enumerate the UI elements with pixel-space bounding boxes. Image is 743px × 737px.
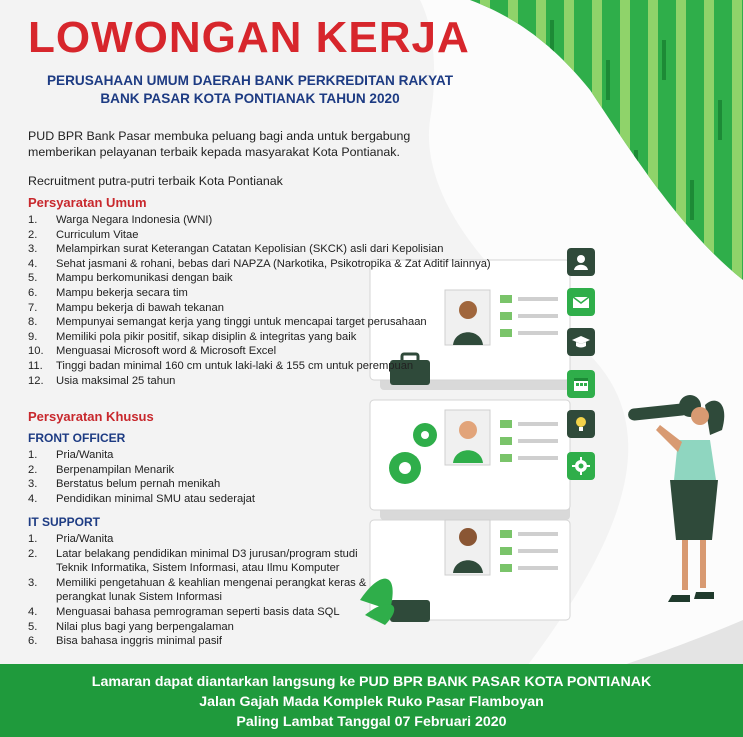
list-item-text: Pendidikan minimal SMU atau sederajat (56, 492, 255, 505)
subheading-it-support: IT SUPPORT (28, 515, 101, 529)
user-icon (567, 248, 595, 276)
list-item-text: Nilai plus bagi yang berpengalaman (56, 620, 234, 633)
list-item (28, 448, 388, 463)
list-item-text: Usia maksimal 25 tahun (56, 374, 176, 387)
mail-icon (567, 288, 595, 316)
list-item-number: 1. (28, 533, 38, 545)
footer-banner (0, 664, 743, 737)
list-item (28, 634, 388, 649)
list-item-number: 9. (28, 330, 38, 343)
list-item-text: Menguasai bahasa pemrograman seperti basis data SQL (56, 605, 340, 618)
list-item (28, 301, 528, 316)
list-item (28, 620, 388, 635)
company-subtitle (30, 72, 470, 108)
intro-text (28, 128, 458, 189)
list-item (28, 359, 528, 374)
list-item-number: 8. (28, 316, 38, 329)
list-item-text: Memiliki pengetahuan & keahlian mengenai perangkat keras & perangkat lunak Sistem Informasi (56, 576, 367, 604)
subtitle-line-1: PERUSAHAAN UMUM DAERAH BANK PERKREDITAN RAKYAT (46, 73, 454, 88)
list-item (28, 547, 388, 576)
list-item-text: Mampu bekerja secara tim (56, 286, 188, 299)
list-item-number: 1. (28, 449, 38, 461)
section-heading-persyaratan-umum: Persyaratan Umum (28, 195, 147, 210)
footer-line-2: Jalan Gajah Mada Komplek Ruko Pasar Flamboyan (199, 694, 544, 710)
list-item-number: 10. (28, 345, 44, 358)
profile-card-3 (370, 520, 570, 622)
intro-paragraph: PUD BPR Bank Pasar membuka peluang bagi anda untuk bergabung memberikan pelayanan terbaik kepada masyarakat Kota Pontianak. (28, 129, 411, 159)
list-item-text: Warga Negara Indonesia (WNI) (56, 214, 213, 226)
list-item (28, 576, 388, 605)
subtitle-line-2: BANK PASAR KOTA PONTIANAK TAHUN 2020 (100, 91, 400, 106)
list-item (28, 228, 528, 243)
list-item-text: Berpenampilan Menarik (56, 463, 175, 476)
list-item-number: 4. (28, 605, 38, 618)
graduation-cap-icon (567, 328, 595, 356)
list-item (28, 463, 388, 478)
list-item-text: Pria/Wanita (56, 449, 114, 461)
list-item-text: Menguasai Microsoft word & Microsoft Excel (56, 345, 277, 358)
list-item-text: Latar belakang pendidikan minimal D3 jurusan/program studi Teknik Informatika, Sistem Informasi, atau Ilmu Komputer (56, 547, 358, 575)
list-item-number: 7. (28, 301, 38, 314)
list-item (28, 315, 528, 330)
list-item-number: 4. (28, 492, 38, 505)
list-item (28, 374, 528, 389)
list-item-number: 1. (28, 214, 38, 226)
list-item-text: Curriculum Vitae (56, 228, 139, 241)
list-item-number: 6. (28, 286, 38, 299)
list-persyaratan-umum (28, 213, 528, 388)
subheading-front-officer: FRONT OFFICER (28, 431, 126, 445)
list-item (28, 344, 528, 359)
gear-icon (567, 452, 595, 480)
list-item (28, 492, 388, 507)
list-item (28, 532, 388, 547)
list-item (28, 242, 528, 257)
list-item-text: Berstatus belum pernah menikah (56, 478, 221, 491)
list-item-text: Bisa bahasa inggris minimal pasif (56, 635, 223, 648)
list-item-number: 3. (28, 243, 38, 256)
list-item-number: 5. (28, 272, 38, 285)
footer-line-3: Paling Lambat Tanggal 07 Februari 2020 (236, 714, 507, 730)
list-item-number: 3. (28, 478, 38, 491)
list-item-text: Mempunyai semangat kerja yang tinggi untuk mencapai target perusahaan (56, 316, 427, 329)
list-item-text: Sehat jasmani & rohani, bebas dari NAPZA (Narkotika, Psikotropika & Zat Aditif lainnya) (56, 257, 491, 270)
footer-line-1: Lamaran dapat diantarkan langsung ke PUD BPR BANK PASAR KOTA PONTIANAK (91, 674, 652, 690)
list-item-text: Melampirkan surat Keterangan Catatan Kepolisian (SKCK) asli dari Kepolisian (56, 243, 444, 256)
list-item-number: 12. (28, 374, 44, 387)
list-item-text: Memiliki pola pikir positif, sikap disiplin & integritas yang baik (56, 330, 357, 343)
lightbulb-icon (567, 410, 595, 438)
list-item-text: Mampu bekerja di bawah tekanan (56, 301, 224, 314)
list-item-number: 6. (28, 635, 38, 648)
list-item-text: Pria/Wanita (56, 533, 114, 545)
list-item-number: 2. (28, 463, 38, 476)
list-item (28, 330, 528, 345)
recruitment-note: Recruitment putra-putri terbaik Kota Pontianak (28, 174, 283, 188)
list-it-support (28, 532, 388, 649)
list-item (28, 605, 388, 620)
list-front-officer (28, 448, 388, 506)
list-item-number: 11. (28, 359, 43, 372)
page-title: LOWONGAN KERJA (28, 13, 470, 62)
profile-card-2 (370, 400, 570, 510)
list-item-number: 4. (28, 257, 38, 270)
list-item (28, 477, 388, 492)
list-item-number: 5. (28, 620, 38, 633)
list-item (28, 286, 528, 301)
list-item-number: 2. (28, 228, 38, 241)
list-item (28, 257, 528, 272)
list-item (28, 213, 528, 228)
woman-with-telescope (628, 395, 725, 602)
list-item (28, 271, 528, 286)
list-item-text: Tinggi badan minimal 160 cm untuk laki-laki & 155 cm untuk perempuan (56, 359, 414, 372)
list-item-text: Mampu berkomunikasi dengan baik (56, 272, 233, 285)
section-heading-persyaratan-khusus: Persyaratan Khusus (28, 409, 154, 424)
list-item-number: 3. (28, 576, 38, 589)
list-item-number: 2. (28, 547, 38, 560)
calendar-icon (567, 370, 595, 398)
